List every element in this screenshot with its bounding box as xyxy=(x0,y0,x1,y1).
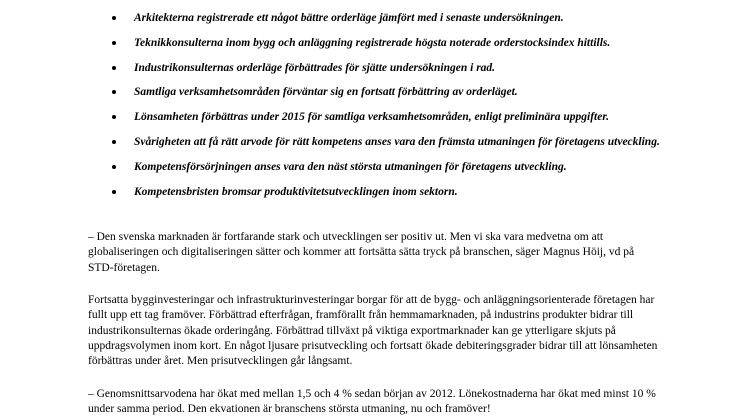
bullet-item xyxy=(110,160,670,175)
bullet-text: Teknikkonsulterna inom bygg och anläggning registrerade högsta noterade orderstocksindex hittills. xyxy=(134,36,611,49)
bullet-icon xyxy=(112,41,116,45)
quote-paragraph-ceo: – Den svenska marknaden är fortfarande stark och utvecklingen ser positiv ut. Men vi ska vara medvetna om att globaliseringen och digitaliseringen sätter och kommer att fortsätta sätta tryck på branschen, säger Magnus Höij, vd på STD-företagen. xyxy=(88,231,635,274)
bullet-text: Samtliga verksamhetsområden förväntar sig en fortsatt förbättring av orderläget. xyxy=(134,86,518,99)
bullet-text: Kompetensförsörjningen anses vara den näst största utmaningen för företagens utveckling. xyxy=(134,160,567,173)
bullet-item xyxy=(110,135,670,150)
bullet-icon xyxy=(112,190,116,194)
bullet-icon xyxy=(112,140,116,144)
bullet-item xyxy=(110,110,670,125)
bullet-item xyxy=(110,11,670,26)
bullet-icon xyxy=(112,115,116,119)
bullet-item xyxy=(110,36,670,51)
bullet-text: Arkitekterna registrerade ett något bättre orderläge jämfört med i senaste undersökningen. xyxy=(134,12,564,24)
bullet-icon xyxy=(112,90,116,94)
quote-paragraph-fees: – Genomsnittsarvodena har ökat med mellan 1,5 och 4 % sedan början av 2012. Lönekostnaderna har ökat med minst 10 % under samma period. Den ekvationen är branschens största utmaning, nu och framöver! xyxy=(88,388,656,416)
bullet-item xyxy=(110,85,670,100)
bullet-icon xyxy=(112,165,116,169)
bullet-text: Industrikonsulternas orderläge förbättrades för sjätte undersökningen i rad. xyxy=(134,61,496,74)
bullet-text: Svårigheten att få rätt arvode för rätt kompetens anses vara den främsta utmaningen för företagens utveckling. xyxy=(134,135,660,148)
bullet-item xyxy=(110,185,670,200)
bullet-icon xyxy=(112,16,116,20)
bullet-item xyxy=(110,61,670,76)
body-paragraph: Fortsatta bygginvesteringar och infrastrukturinvesteringar borgar för att de bygg- och anläggningsorienterade företagen har fullt upp ett tag framöver. Förbättrad efterfrågan, framförallt från hemmamarknaden, på industrins produkter bidrar till industrikonsulternas ökade orderingång. Förbättrad tillväxt på viktiga exportmarknader kan ge ytterligare skjuts på uppdragsvolymen inom kort. En något ljusare prisutveckling och fortsatt ökade debiteringsgrader bidrar till att lönsamheten förbättras under året. Men prisutvecklingen går långsamt. xyxy=(88,294,658,368)
key-findings-list xyxy=(110,11,670,209)
bullet-text: Kompetensbristen bromsar produktivitetsutvecklingen inom sektorn. xyxy=(134,185,458,198)
bullet-icon xyxy=(112,66,116,70)
bullet-text: Lönsamheten förbättras under 2015 för samtliga verksamhetsområden, enligt preliminära uppgifter. xyxy=(134,111,610,124)
